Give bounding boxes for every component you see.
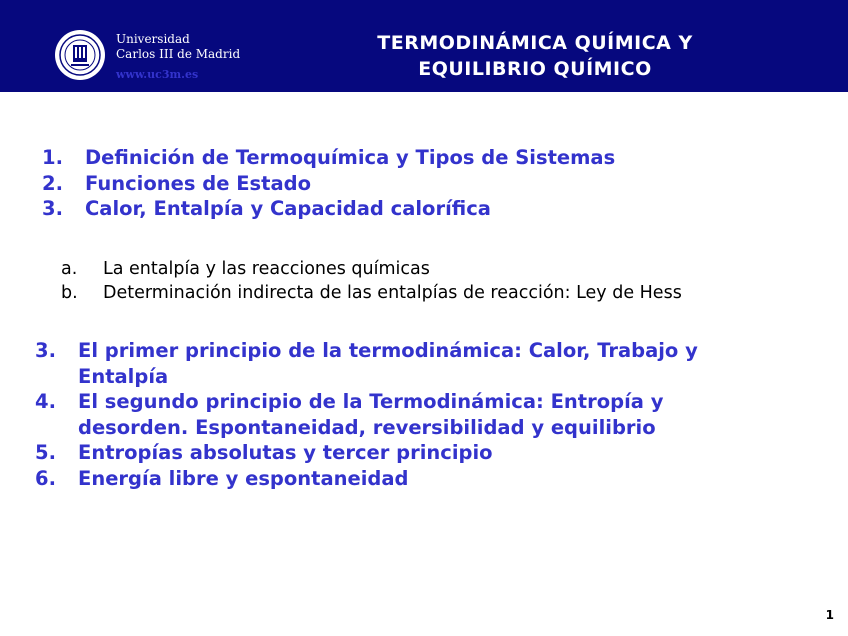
item-number: 5. — [35, 441, 56, 464]
item-number: 2. — [42, 171, 63, 195]
title-line-2: EQUILIBRIO QUÍMICO — [418, 58, 652, 80]
item-text: Calor, Entalpía y Capacidad calorífica — [85, 197, 491, 220]
list-item — [35, 466, 735, 492]
item-number: 4. — [35, 390, 56, 413]
item-text: Determinación indirecta de las entalpías de reacción: Ley de Hess — [103, 282, 682, 303]
item-number: 6. — [35, 466, 56, 490]
list-item — [42, 196, 615, 222]
item-number: 3. — [42, 197, 63, 220]
item-number: 3. — [35, 339, 56, 362]
slide-title — [330, 30, 740, 82]
university-seal-logo — [54, 29, 106, 81]
item-text: Entropías absolutas y tercer principio — [78, 441, 493, 464]
page-number: 1 — [825, 608, 834, 622]
list-item — [35, 338, 735, 389]
item-letter: a. — [61, 259, 78, 279]
item-text: Energía libre y espontaneidad — [78, 466, 409, 490]
university-line-2: Carlos III de Madrid — [116, 47, 241, 61]
item-text: El primer principio de la termodinámica: Calor, Trabajo y Entalpía — [78, 339, 698, 388]
university-website: www.uc3m.es — [116, 68, 199, 81]
list-item — [35, 389, 735, 440]
list-item — [61, 282, 682, 306]
list-item — [42, 145, 615, 171]
item-text: El segundo principio de la Termodinámica: Entropía y desorden. Espontaneidad, reversibilidad y equilibrio — [78, 390, 664, 439]
list-item — [61, 258, 682, 282]
title-line-1: TERMODINÁMICA QUÍMICA Y — [377, 32, 693, 54]
more-topics-list — [35, 338, 735, 491]
list-item — [42, 171, 615, 197]
list-item — [35, 440, 735, 466]
header-banner — [0, 0, 848, 92]
item-text: Funciones de Estado — [85, 171, 311, 195]
subtopics-list — [61, 258, 682, 305]
main-topics-list — [42, 145, 615, 222]
university-line-1: Universidad — [116, 32, 190, 46]
item-letter: b. — [61, 282, 78, 303]
item-text: La entalpía y las reacciones químicas — [103, 259, 430, 279]
item-text: Definición de Termoquímica y Tipos de Sistemas — [85, 146, 616, 169]
item-number: 1. — [42, 146, 63, 169]
